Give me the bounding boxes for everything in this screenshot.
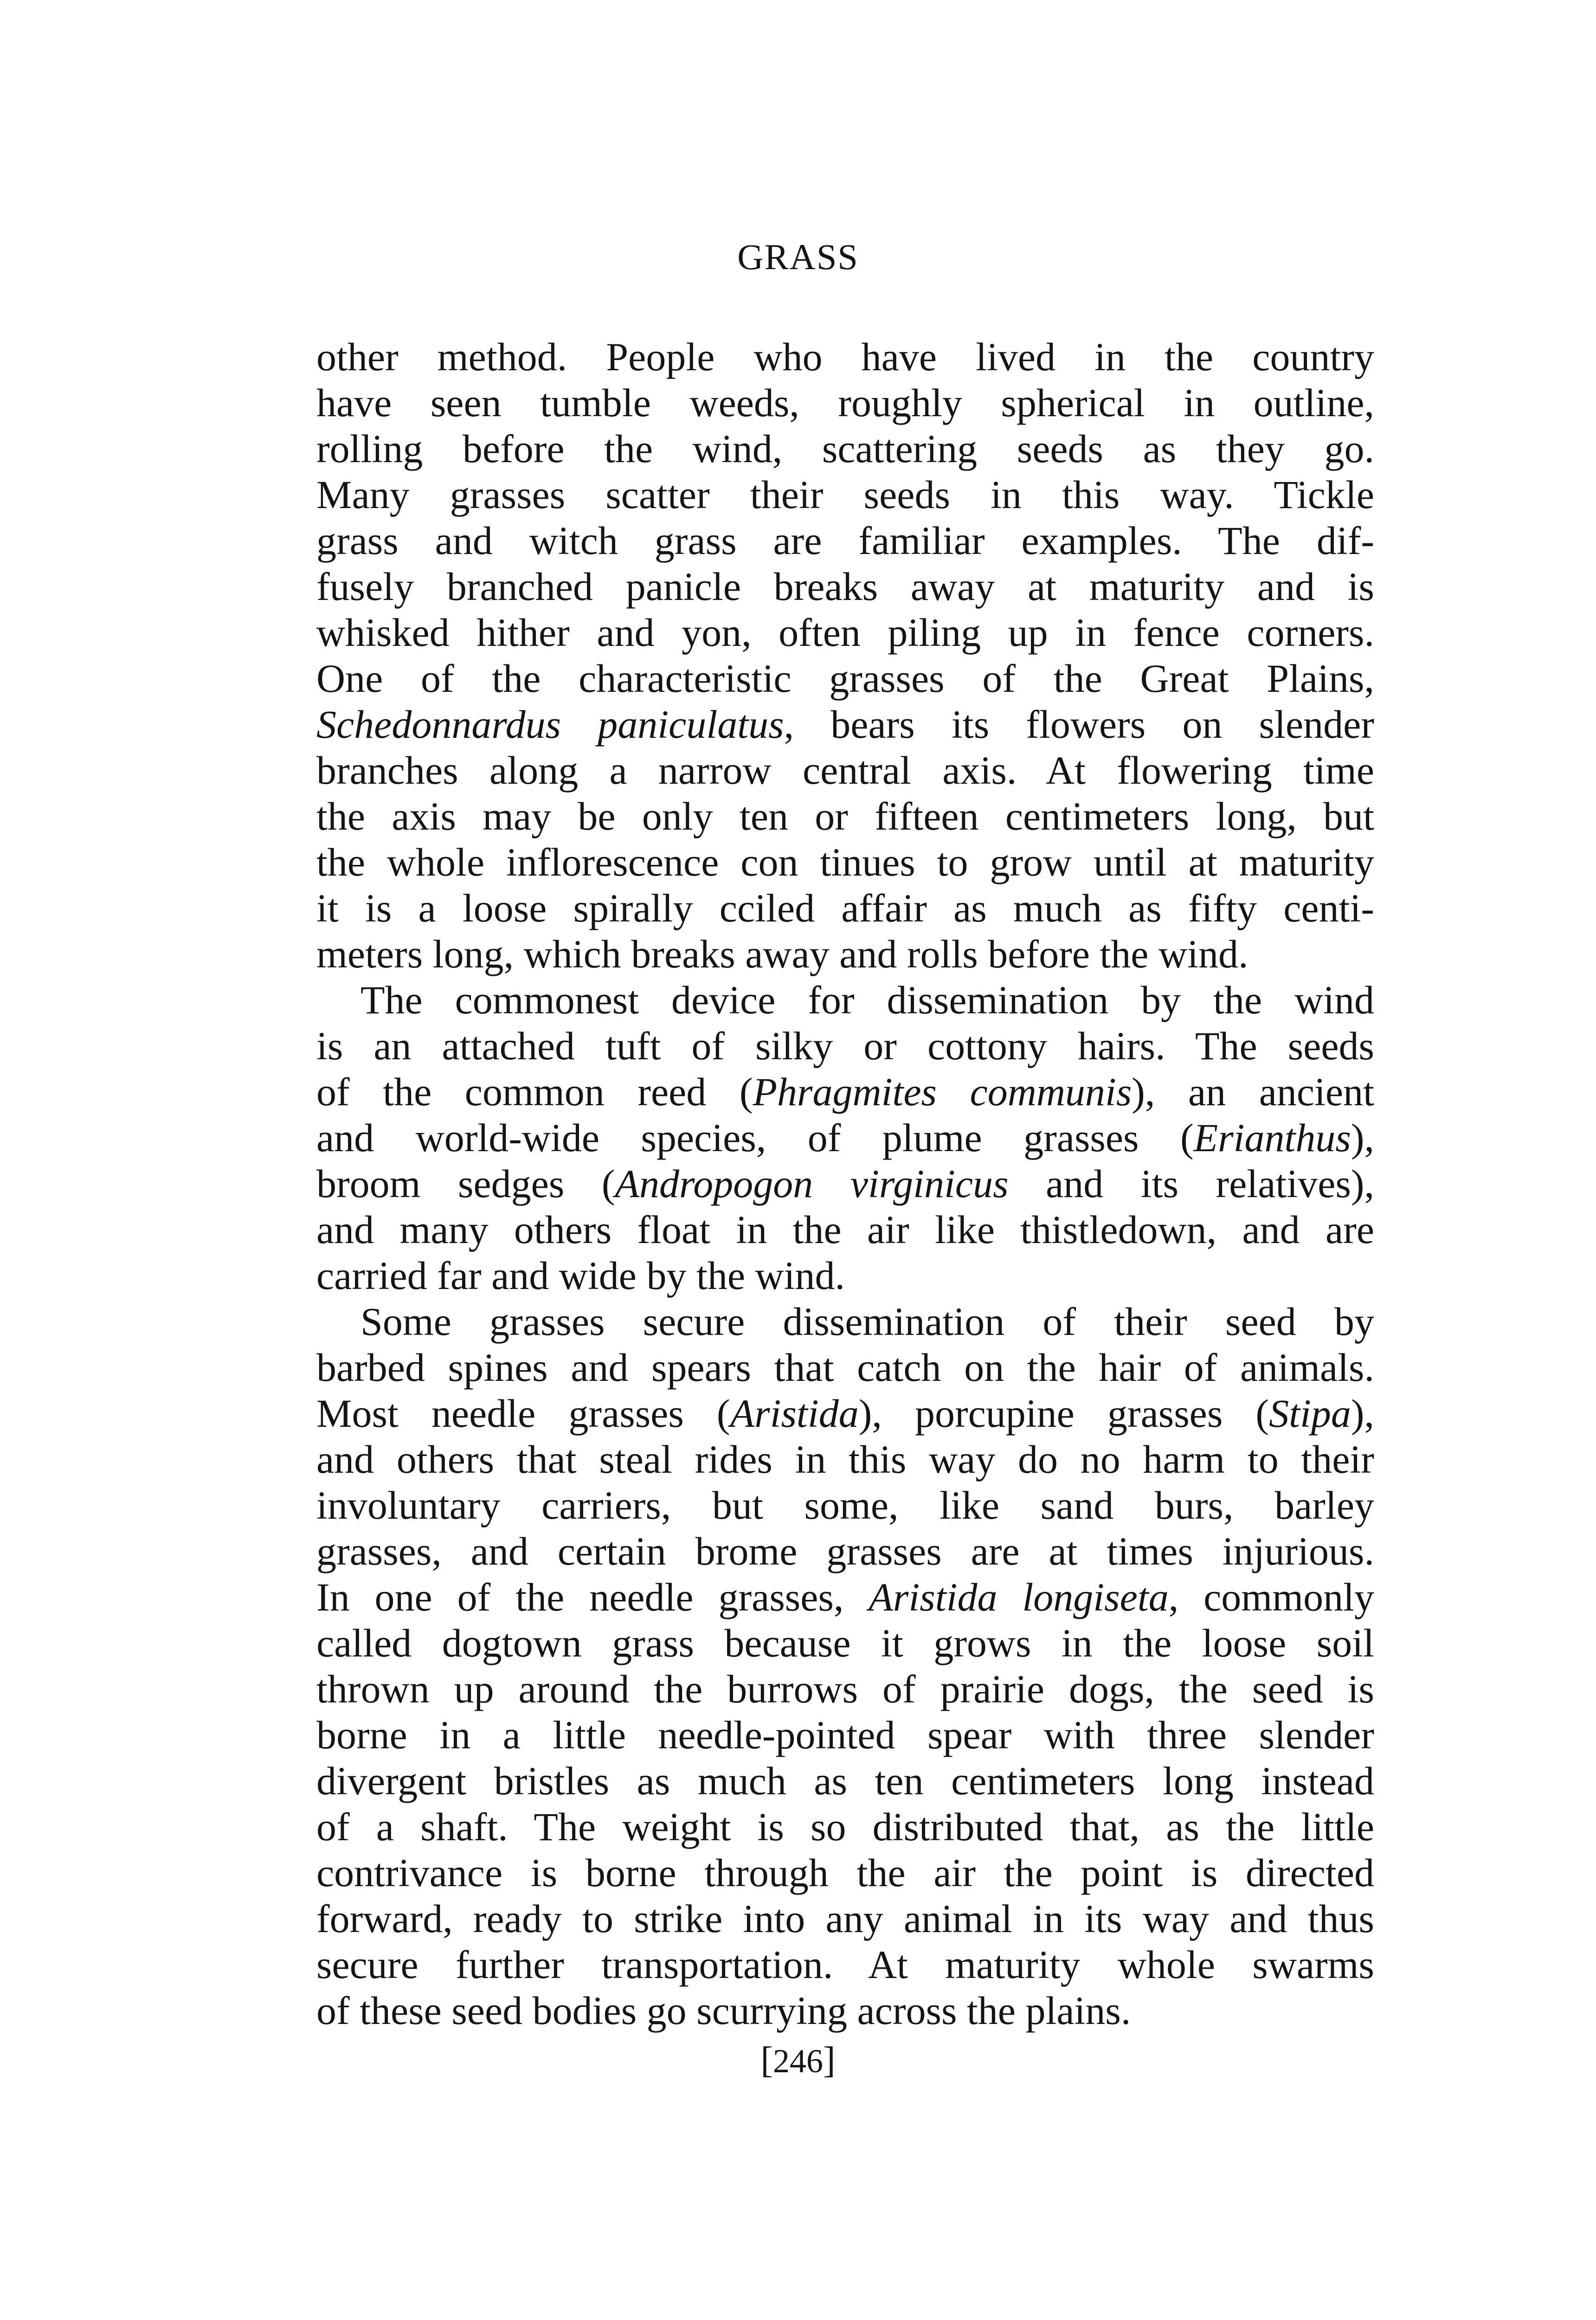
page-number (0, 2042, 1596, 2079)
text-line (316, 334, 1374, 380)
text-run: is an attached tuft of silky or cottony hairs. The seeds (316, 1024, 1374, 1068)
text-run: divergent bristles as much as ten centimeters long instead (316, 1759, 1374, 1803)
italic-term: Andropogon virginicus (615, 1161, 1009, 1206)
text-run: Many grasses scatter their seeds in this way. Tickle (316, 472, 1374, 517)
text-run: , bears its flowers on slender (784, 702, 1374, 747)
text-run: carried far and wide by the wind. (316, 1253, 845, 1298)
folio-bracket-close: ] (823, 2040, 836, 2081)
italic-term: Erianthus (1193, 1115, 1351, 1160)
text-run: have seen tumble weeds, roughly spherical in outline, (316, 380, 1374, 425)
text-run: ), porcupine grasses ( (858, 1391, 1269, 1436)
text-line (316, 702, 1374, 748)
text-run: Most needle grasses ( (316, 1391, 730, 1436)
text-line (316, 426, 1374, 472)
text-run: barbed spines and spears that catch on the hair of animals. (316, 1345, 1374, 1390)
text-line (316, 1161, 1374, 1207)
text-line (316, 1345, 1374, 1391)
text-line (316, 1253, 1374, 1299)
text-run: ), (1351, 1115, 1374, 1160)
text-run: involuntary carriers, but some, like sand burs, barley (316, 1483, 1374, 1527)
text-run: and its relatives), (1008, 1161, 1374, 1206)
text-line (316, 1391, 1374, 1437)
text-line (316, 931, 1374, 977)
text-line (316, 1023, 1374, 1069)
text-run: other method. People who have lived in the country (316, 335, 1374, 379)
text-run: borne in a little needle-pointed spear with three slender (316, 1713, 1374, 1757)
text-line (316, 564, 1374, 610)
text-run: and world-wide species, of plume grasses ( (316, 1115, 1194, 1160)
text-run: rolling before the wind, scattering seeds as they go. (316, 426, 1374, 471)
text-run: the axis may be only ten or fifteen centimeters long, but (316, 794, 1374, 838)
text-line (316, 1482, 1374, 1528)
text-line (316, 1528, 1374, 1574)
folio-bracket-open: [ (760, 2040, 773, 2081)
italic-term: Stipa (1269, 1391, 1351, 1436)
text-run: of a shaft. The weight is so distributed that, as the little (316, 1804, 1374, 1849)
paragraph (316, 1299, 1374, 2034)
text-run: meters long, which breaks away and rolls before the wind. (316, 932, 1248, 976)
text-run: it is a loose spirally cciled affair as much as fifty centi- (316, 886, 1374, 930)
text-line (316, 1804, 1374, 1850)
text-run: broom sedges ( (316, 1161, 615, 1206)
text-run: ), an ancient (1132, 1070, 1374, 1114)
text-run: secure further transportation. At maturity whole swarms (316, 1942, 1374, 1987)
text-line (316, 885, 1374, 931)
running-head: GRASS (737, 237, 859, 277)
text-line (316, 518, 1374, 564)
text-run: the whole inflorescence con tinues to grow until at maturity (316, 840, 1374, 884)
text-run: and others that steal rides in this way do no harm to their (316, 1437, 1374, 1482)
italic-term: Aristida (730, 1391, 859, 1436)
text-run: fusely branched panicle breaks away at maturity and is (316, 564, 1374, 609)
text-run: , commonly (1168, 1575, 1374, 1619)
text-line (316, 748, 1374, 793)
text-line (316, 839, 1374, 885)
text-line (316, 1666, 1374, 1712)
text-line (316, 1896, 1374, 1942)
text-line (316, 977, 1374, 1023)
text-line (316, 1437, 1374, 1482)
text-line (316, 1574, 1374, 1620)
text-run: The commonest device for dissemination by the wind (360, 978, 1374, 1022)
text-line (316, 610, 1374, 656)
text-run: called dogtown grass because it grows in the loose soil (316, 1621, 1374, 1665)
paragraph (316, 334, 1374, 977)
text-run: grasses, and certain brome grasses are at times injurious. (316, 1529, 1374, 1573)
body-text (316, 334, 1374, 2034)
italic-term: Aristida longiseta (869, 1575, 1169, 1619)
text-line (316, 1069, 1374, 1115)
text-run: thrown up around the burrows of prairie dogs, the seed is (316, 1667, 1374, 1711)
text-line (316, 1850, 1374, 1896)
text-line (316, 1620, 1374, 1666)
paragraph (316, 977, 1374, 1299)
text-line (316, 380, 1374, 426)
text-run: grass and witch grass are familiar examples. The dif- (316, 518, 1374, 563)
text-line (316, 1207, 1374, 1253)
text-line (316, 1988, 1374, 2034)
text-line (316, 1115, 1374, 1161)
text-line (316, 1942, 1374, 1988)
text-run: Some grasses secure dissemination of their seed by (360, 1299, 1374, 1344)
italic-term: Schedonnardus paniculatus (316, 702, 784, 747)
text-run: and many others float in the air like thistledown, and are (316, 1207, 1374, 1252)
text-line (316, 472, 1374, 518)
text-line (316, 1712, 1374, 1758)
text-run: whisked hither and yon, often piling up in fence corners. (316, 610, 1374, 655)
text-run: ), (1351, 1391, 1374, 1436)
text-run: contrivance is borne through the air the point is directed (316, 1850, 1374, 1895)
text-run: In one of the needle grasses, (316, 1575, 869, 1619)
text-run: forward, ready to strike into any animal in its way and thus (316, 1896, 1374, 1941)
text-run: branches along a narrow central axis. At flowering time (316, 748, 1374, 793)
folio-number: 246 (773, 2043, 823, 2080)
italic-term: Phragmites communis (753, 1070, 1132, 1114)
text-run: of the common reed ( (316, 1070, 753, 1114)
text-run: of these seed bodies go scurrying across the plains. (316, 1988, 1131, 2033)
text-run: One of the characteristic grasses of the Great Plains, (316, 656, 1374, 701)
text-line (316, 1299, 1374, 1345)
text-line (316, 793, 1374, 839)
text-line (316, 656, 1374, 702)
text-line (316, 1758, 1374, 1804)
